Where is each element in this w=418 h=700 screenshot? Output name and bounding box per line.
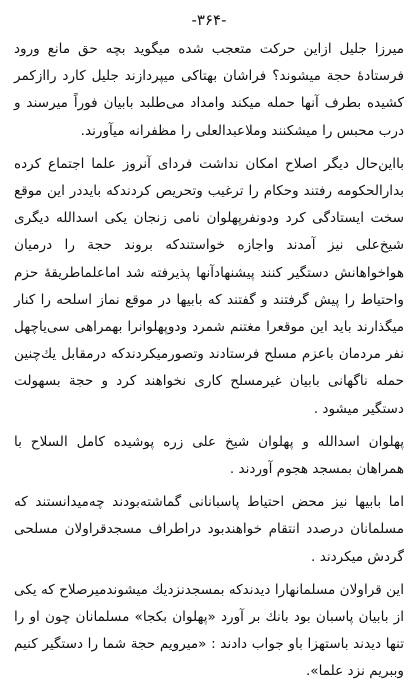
page-body: [14, 36, 404, 686]
paragraph-4: اما بابیها نیز محض احتیاط پاسبانانی گماشته‌بودند چه‌میدانستند که مسلمانان درصدد انتقام خواهندبود دراطراف مسجدقراولان مسلحی گردش میکردند .: [14, 494, 404, 565]
paragraph-2: بااین‌حال دیگر اصلاح امکان نداشت فردای آنروز علما اجتماع کرده بدارالحکومه رفتند وحکام را ترغیب وتحریص کردندکه بایددر این موقع سخت ایستادگی کرد ودونفرپهلوان نامی زنجان یکی اسدالله دیگری شیخ‌علی نیز آمدند واجازه خواستندکه بروند حجة را درمیان هواخواهانش دستگیر کنند پیشنهادآنها پذیرفته شد اماعلماطریقهٔ حزم واحتیاط را پیش گرفتند و گفتند که بابیها در موقع نماز اسلحه را کنار میگذارند باید این موقعرا مغتنم شمرد ودوپهلوانرا بهمراهی سی‌یاچهل نفر مردمان باعزم مسلح فرستادند وتصورمیکردندکه درمقابل یك‌چنین حمله ناگهانی بابیان غیرمسلح کاری نخواهند کرد و حجة بسهولت دستگیر میشود .: [14, 155, 404, 417]
paragraph-1: میرزا جلیل ازاین حرکت متعجب شده میگوید بچه حق مانع ورود فرستادهٔ حجة میشوند؟ فراشان بهتاکی میپردازند جلیل کارد راازکمر کشیده بطرف آنها حمله میکند وامداد می‌طلبد بابیان فوراً میرسند و درب محبس را میشکنند وملاعبدالعلی را مظفرانه میآورند.: [14, 41, 404, 139]
page-number: -۳۶۴-: [191, 11, 227, 29]
paragraph-5: این قراولان مسلمانهارا دیدندکه بمسجدنزدیك میشوندمیرصلاح که یکی از بابیان پاسبان بود بانك بر آورد «پهلوان بکجا» مسلمانان چون او را تنها دیدند باستهزا باو جواب دادند : «میرویم حجة شما را دستگیر کنیم وببریم نزد علما».: [14, 581, 404, 680]
paragraph-3: پهلوان اسدالله و پهلوان شیخ علی زره پوشیده کامل السلاح با همراهان بمسجد هجوم آوردند .: [14, 433, 404, 478]
